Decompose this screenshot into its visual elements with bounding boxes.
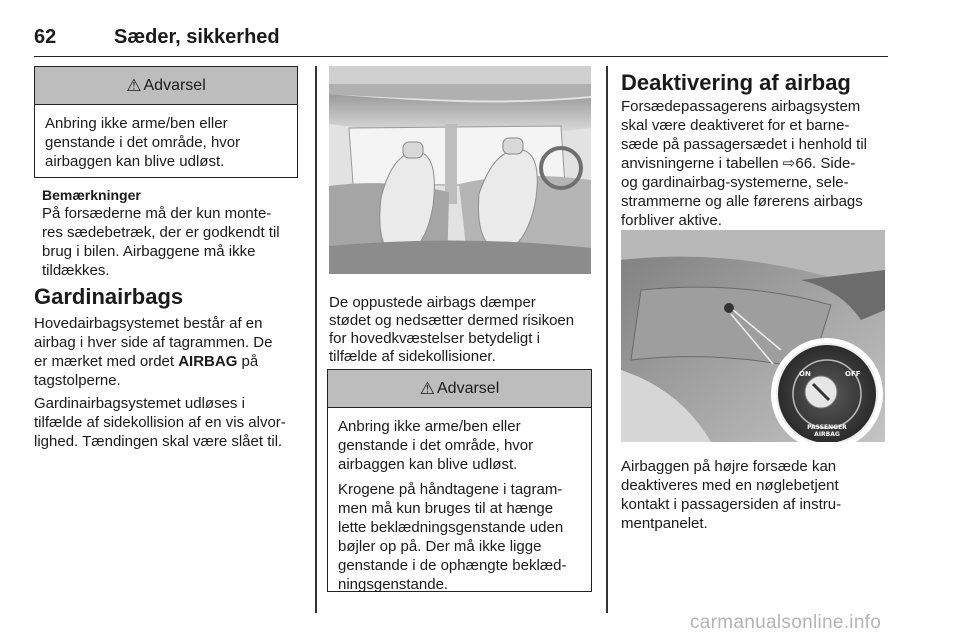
curtain-airbag-illustration xyxy=(329,66,591,274)
body-line xyxy=(34,352,258,371)
column-divider xyxy=(606,66,608,613)
switch-on-label: ON xyxy=(799,370,811,378)
airbag-switch-illustration xyxy=(621,230,885,442)
switch-passenger-label: PASSENGER xyxy=(807,424,847,431)
warning-body xyxy=(35,105,297,171)
warning-header xyxy=(35,67,297,105)
warning-box xyxy=(327,369,592,592)
switch-airbag-label: AIRBAG xyxy=(814,431,840,438)
warning-text: Krogene på håndtagene i tagram-men må kun bruges til at hænge lette beklædningsgenstande uden bøjler op på. Der må ikke ligge genstande i de ophængte beklæd-ningsgenstande. xyxy=(338,481,567,593)
section-heading-gardinairbags: Gardinairbags xyxy=(34,284,184,309)
note-line: res sædebetræk, der er godkendt til xyxy=(42,224,280,241)
figure-caption-line: Airbaggen på højre forsæde kan xyxy=(621,458,837,475)
warning-triangle-icon: ⚠ xyxy=(126,75,142,95)
figure-caption-line: kontakt i passagersiden af instru- xyxy=(621,496,842,513)
body-line: Forsædepassagerens airbagsystem xyxy=(621,98,861,115)
warning-body xyxy=(328,408,591,594)
body-line: strammerne og alle førerens airbags xyxy=(621,193,863,210)
body-line: forbliver aktive. xyxy=(621,212,722,229)
note-line: tildækkes. xyxy=(42,262,110,279)
warning-text: Anbring ikke arme/ben eller genstande i det område, hvor airbaggen kan blive udløst. xyxy=(338,418,534,473)
watermark: carmanualsonline.info xyxy=(690,612,882,633)
column-divider xyxy=(315,66,317,613)
warning-box xyxy=(34,66,298,178)
body-line: tagstolperne. xyxy=(34,372,121,389)
body-text: er mærket med ordet xyxy=(34,353,179,370)
figure-caption-line: stødet og nedsætter dermed risikoen xyxy=(329,312,575,329)
body-line: airbag i hver side af tagrammen. De xyxy=(34,334,273,351)
body-line: tilfælde af sidekollision af en vis alvor- xyxy=(34,414,286,431)
figure-caption-line: De oppustede airbags dæmper xyxy=(329,294,536,311)
body-text: . Side- xyxy=(812,155,856,172)
warning-text: Anbring ikke arme/ben eller genstande i det område, hvor airbaggen kan blive udløst. xyxy=(45,115,241,170)
note-title: Bemærkninger xyxy=(42,187,141,203)
figure-caption-line: mentpanelet. xyxy=(621,515,708,532)
page-reference: 66 xyxy=(795,155,813,172)
body-line: sæde på passagersædet i henhold til xyxy=(621,136,867,153)
warning-title: Advarsel xyxy=(143,76,206,94)
body-line: Hovedairbagsystemet består af en xyxy=(34,315,263,332)
airbag-keyword: AIRBAG xyxy=(178,353,238,370)
warning-header xyxy=(328,370,591,408)
note-line: På forsæderne må der kun monte- xyxy=(42,205,272,222)
switch-off-label: OFF xyxy=(845,370,861,378)
figure-caption-line: deaktiveres med en nøglebetjent xyxy=(621,477,839,494)
body-line: Gardinairbagsystemet udløses i xyxy=(34,395,245,412)
page-header xyxy=(34,26,888,57)
page-reference-arrow-icon: ⇨ xyxy=(782,155,796,172)
section-heading-deaktivering: Deaktivering af airbag xyxy=(621,70,851,95)
chapter-title: Sæder, sikkerhed xyxy=(114,26,280,48)
body-text: på xyxy=(237,353,259,370)
body-line: lighed. Tændingen skal være slået til. xyxy=(34,433,283,450)
note-line: brug i bilen. Airbaggene må ikke xyxy=(42,243,256,260)
body-line: skal være deaktiveret for et barne- xyxy=(621,117,850,134)
figure-caption-line: for hovedkvæstelser betydeligt i xyxy=(329,330,540,347)
warning-triangle-icon: ⚠ xyxy=(419,378,435,398)
figure-caption-line: tilfælde af sidekollisioner. xyxy=(329,348,496,365)
body-line: og gardinairbag-systemerne, sele- xyxy=(621,174,849,191)
page-number: 62 xyxy=(34,26,57,48)
warning-title: Advarsel xyxy=(437,379,500,397)
body-text: anvisningerne i tabellen xyxy=(621,155,783,172)
body-line xyxy=(621,154,855,173)
